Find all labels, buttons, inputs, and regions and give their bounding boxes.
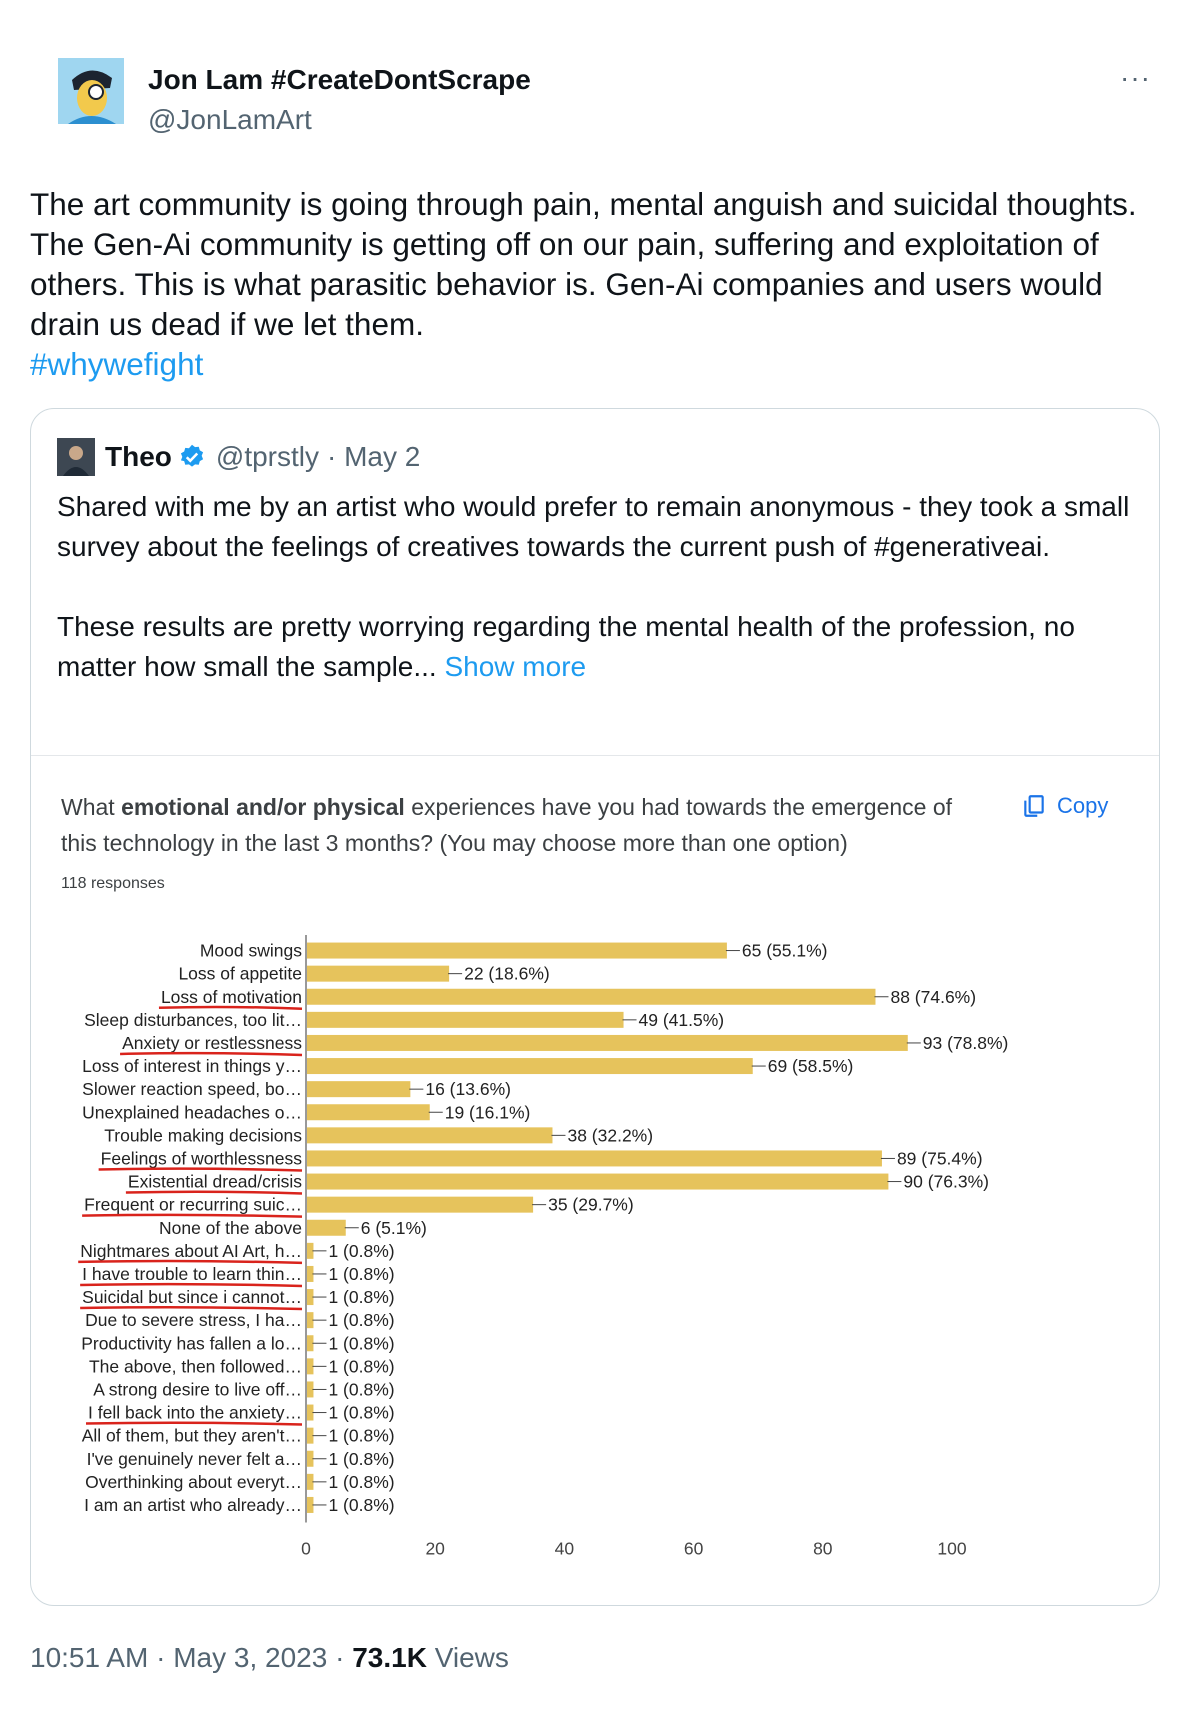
bar	[307, 1197, 533, 1213]
data-label: 49 (41.5%)	[638, 1009, 725, 1030]
quote-header	[57, 437, 420, 477]
author-name[interactable]: Jon Lam #CreateDontScrape	[148, 64, 531, 95]
copy-label: Copy	[1057, 793, 1109, 818]
red-underline-annotation	[82, 1215, 302, 1217]
category-label: Loss of motivation	[160, 986, 302, 1007]
bar	[307, 1081, 410, 1097]
x-tick-label: 20	[425, 1538, 445, 1559]
category-label: Anxiety or restlessness	[122, 1032, 302, 1053]
quote-avatar-image	[57, 438, 95, 476]
red-underline-annotation	[80, 1307, 302, 1309]
survey-bar-chart	[31, 909, 1159, 1559]
data-label: 38 (32.2%)	[567, 1125, 654, 1146]
author-handle[interactable]: @JonLamArt	[148, 104, 312, 135]
category-label: A strong desire to live off…	[93, 1379, 302, 1400]
data-label: 69 (58.5%)	[767, 1056, 854, 1077]
x-tick-label: 100	[937, 1538, 967, 1559]
bar	[307, 1127, 552, 1143]
hashtag-link[interactable]: #whywefight	[30, 346, 204, 382]
bar	[307, 1012, 624, 1028]
tweet-date[interactable]: May 3, 2023	[173, 1642, 328, 1673]
red-underline-annotation	[86, 1423, 302, 1425]
quote-paragraph-1: Shared with me by an artist who would prefer to remain anonymous - they took a small survey about the feelings of creatives towards the current push of #generativeai.	[57, 491, 1130, 562]
quote-text	[57, 487, 1137, 687]
data-label: 88 (74.6%)	[890, 986, 977, 1007]
data-label: 22 (18.6%)	[464, 963, 550, 984]
data-label: 1 (0.8%)	[328, 1287, 395, 1308]
survey-question	[61, 789, 981, 861]
data-label: 1 (0.8%)	[328, 1240, 395, 1261]
data-label: 1 (0.8%)	[328, 1263, 395, 1284]
red-underline-annotation	[78, 1261, 302, 1263]
data-label: 1 (0.8%)	[328, 1402, 395, 1423]
bar	[307, 1058, 753, 1074]
category-label: Productivity has fallen a lo…	[81, 1333, 302, 1354]
red-underline-annotation	[159, 1007, 302, 1009]
category-label: Loss of appetite	[178, 963, 302, 984]
data-label: 1 (0.8%)	[328, 1356, 395, 1377]
bar	[307, 1104, 430, 1120]
data-label: 93 (78.8%)	[922, 1032, 1009, 1053]
bar	[307, 1174, 888, 1190]
question-suffix: experiences have you had towards the emergence of this technology in the last 3 months? (You may choose more than one option)	[61, 794, 953, 856]
quote-paragraph-2-text: These results are pretty worrying regarding the mental health of the profession, no matter how small the sample...	[57, 611, 1075, 682]
show-more-link[interactable]: Show more	[444, 651, 587, 682]
quote-author-name[interactable]: Theo	[105, 441, 172, 472]
more-options-button[interactable]: ···	[1120, 62, 1151, 93]
quote-paragraph-2	[57, 607, 1137, 687]
red-underline-annotation	[80, 1284, 302, 1286]
category-label: Nightmares about AI Art, h…	[80, 1240, 302, 1261]
category-label: I fell back into the anxiety…	[88, 1402, 302, 1423]
category-label: Unexplained headaches o…	[82, 1102, 302, 1123]
quote-date[interactable]: · May 2	[327, 441, 421, 472]
category-label: The above, then followed…	[88, 1356, 302, 1377]
author-avatar[interactable]	[58, 58, 124, 124]
category-label: Suicidal but since i cannot…	[82, 1287, 302, 1308]
data-label: 1 (0.8%)	[328, 1471, 395, 1492]
bar	[307, 1150, 882, 1166]
views-label: Views	[434, 1642, 509, 1673]
x-tick-label: 40	[554, 1538, 575, 1559]
quote-author-handle[interactable]: @tprstly	[215, 441, 319, 472]
bar	[307, 943, 727, 959]
quote-media-divider	[31, 755, 1159, 756]
data-label: 90 (76.3%)	[903, 1171, 990, 1192]
category-label: Overthinking about everyt…	[85, 1471, 302, 1492]
category-label: None of the above	[158, 1217, 302, 1238]
data-label: 1 (0.8%)	[328, 1448, 395, 1469]
data-label: 1 (0.8%)	[328, 1494, 395, 1515]
bar	[307, 1220, 346, 1236]
quoted-tweet[interactable]	[30, 408, 1160, 1606]
data-label: 89 (75.4%)	[896, 1148, 983, 1169]
verified-badge-icon	[178, 443, 206, 471]
quote-avatar[interactable]	[57, 438, 95, 476]
data-label: 16 (13.6%)	[425, 1079, 511, 1100]
tweet-time[interactable]: 10:51 AM	[30, 1642, 149, 1673]
x-tick-label: 0	[301, 1538, 311, 1559]
category-label: I am an artist who already…	[84, 1494, 302, 1515]
red-underline-annotation	[99, 1169, 302, 1171]
tweet-text	[30, 184, 1160, 384]
tweet-footer: 10:51 AM · May 3, 2023 · 73.1K Views	[30, 1642, 509, 1673]
red-underline-annotation	[120, 1053, 302, 1055]
category-label: I've genuinely never felt a…	[86, 1448, 302, 1469]
category-label: Frequent or recurring suic…	[84, 1194, 302, 1215]
category-label: Slower reaction speed, bo…	[82, 1079, 302, 1100]
question-prefix: What	[61, 794, 122, 820]
data-label: 19 (16.1%)	[444, 1102, 531, 1123]
bar	[307, 1035, 908, 1051]
category-label: Sleep disturbances, too lit…	[84, 1009, 302, 1030]
data-label: 35 (29.7%)	[548, 1194, 634, 1215]
views-count: 73.1K	[352, 1642, 427, 1673]
category-label: Trouble making decisions	[104, 1125, 302, 1146]
category-label: Mood swings	[199, 940, 302, 961]
data-label: 6 (5.1%)	[360, 1217, 427, 1238]
data-label: 1 (0.8%)	[328, 1379, 395, 1400]
category-label: Due to severe stress, I ha…	[85, 1310, 302, 1331]
question-bold: emotional and/or physical	[121, 794, 405, 820]
bar	[307, 989, 875, 1005]
copy-button[interactable]	[1021, 793, 1108, 819]
category-label: Feelings of worthlessness	[100, 1148, 302, 1169]
copy-icon	[1021, 793, 1047, 819]
x-tick-label: 60	[683, 1538, 704, 1559]
bar	[307, 966, 449, 982]
data-label: 1 (0.8%)	[328, 1425, 395, 1446]
category-label: All of them, but they aren't…	[81, 1425, 302, 1446]
red-underline-annotation	[126, 1192, 302, 1194]
category-label: Existential dread/crisis	[127, 1171, 302, 1192]
category-label: I have trouble to learn thin…	[82, 1263, 302, 1284]
data-label: 1 (0.8%)	[328, 1333, 395, 1354]
data-label: 65 (55.1%)	[741, 940, 828, 961]
x-tick-label: 80	[813, 1538, 833, 1559]
category-label: Loss of interest in things y…	[82, 1056, 302, 1077]
tweet-body: The art community is going through pain, mental anguish and suicidal thoughts. The Gen-Ai community is getting off on our pain, suffering and exploitation of others. This is what parasitic behavior is. Gen-Ai companies and users would drain us dead if we let them.	[30, 186, 1137, 342]
avatar-illustration	[58, 58, 124, 124]
data-label: 1 (0.8%)	[328, 1310, 395, 1331]
response-count: 118 responses	[61, 875, 165, 892]
